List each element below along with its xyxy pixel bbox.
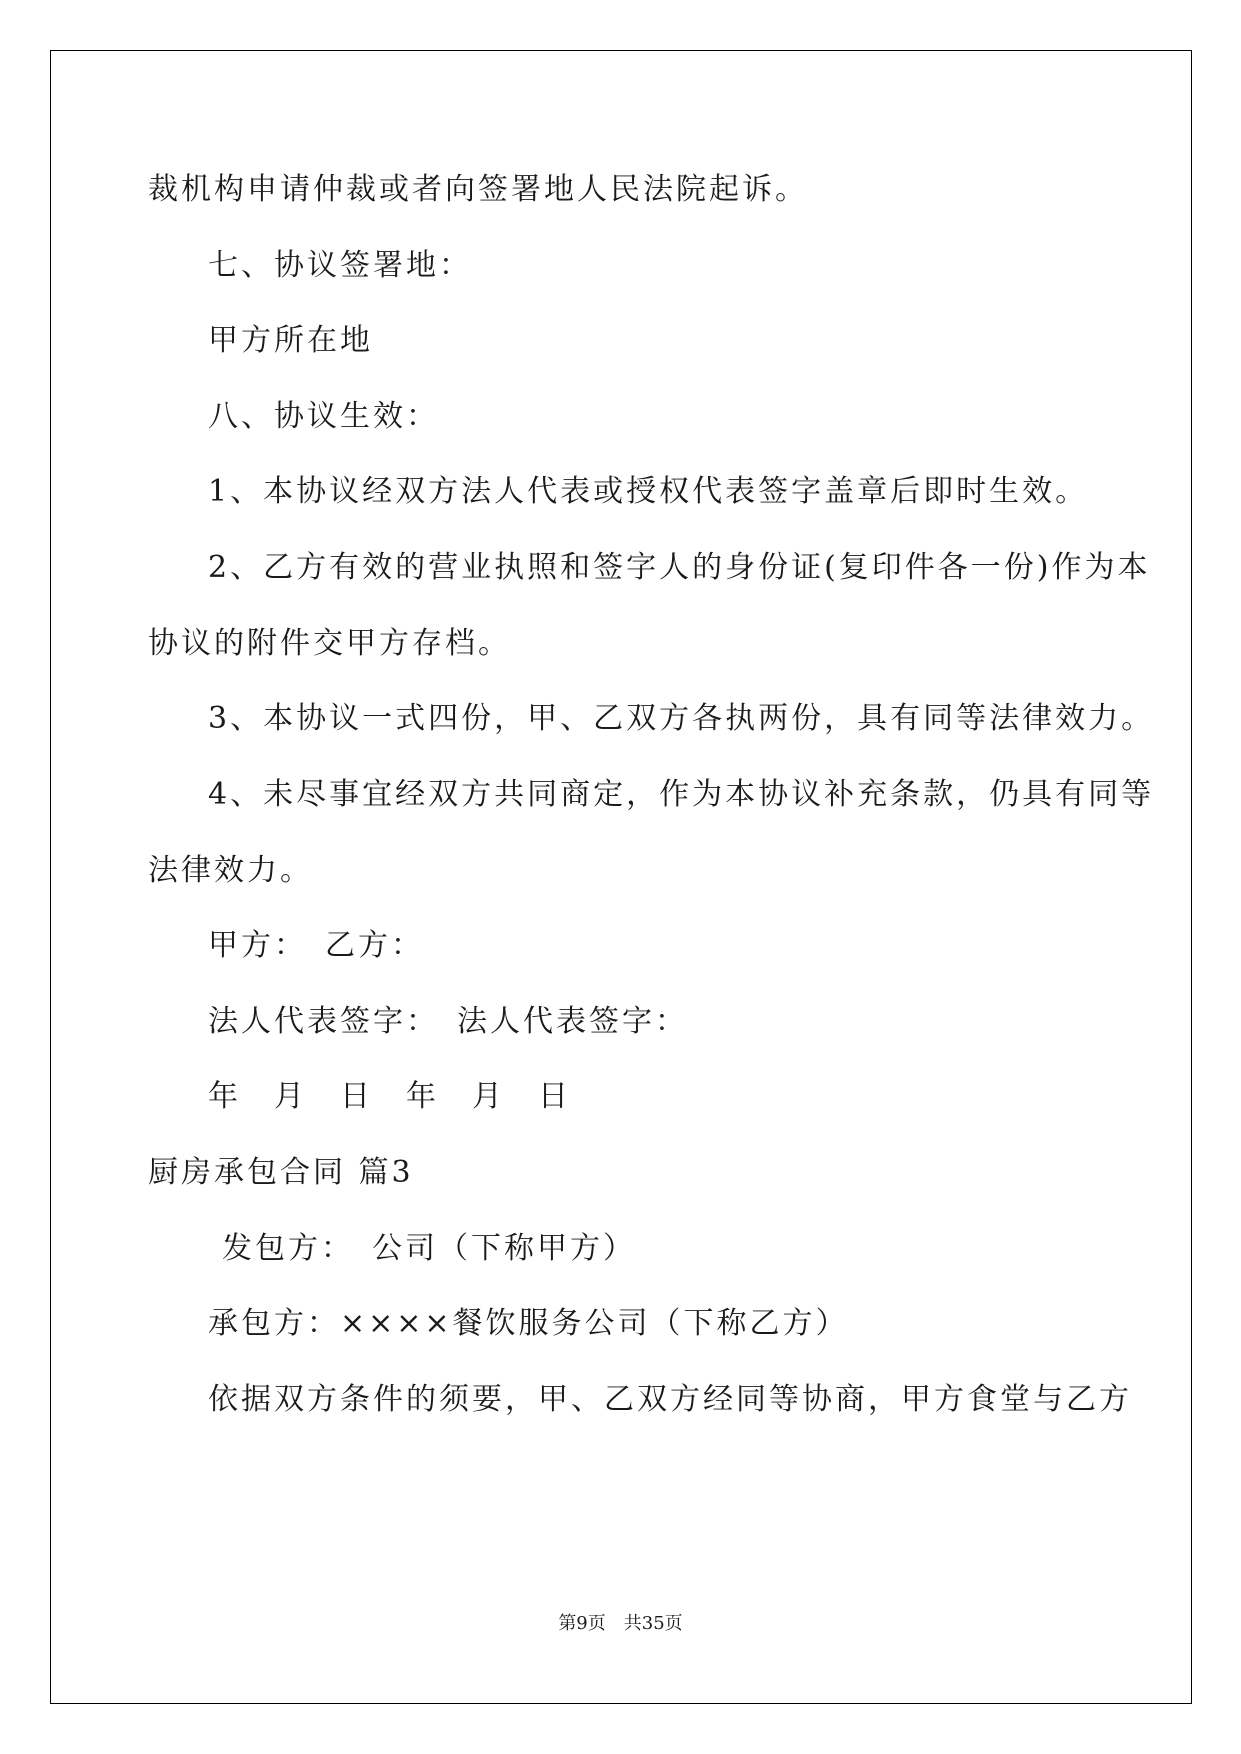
- signature-parties: 甲方： 乙方：: [208, 928, 424, 963]
- text-line: 协议的附件交甲方存档。: [148, 626, 511, 661]
- text-line: 3、本协议一式四份，甲、乙双方各执两份，具有同等法律效力。: [208, 701, 1155, 736]
- section-heading: 七、协议签署地：: [208, 248, 472, 283]
- text-line: 2、乙方有效的营业执照和签字人的身份证(复印件各一份)作为本: [208, 550, 1151, 585]
- contract-title: 厨房承包合同 篇3: [148, 1155, 414, 1190]
- text-line: 依据双方条件的须要，甲、乙双方经同等协商，甲方食堂与乙方: [208, 1382, 1132, 1417]
- text-line: 1、本协议经双方法人代表或授权代表签字盖章后即时生效。: [208, 474, 1089, 509]
- text-line: 承包方：××××餐饮服务公司（下称乙方）: [208, 1306, 849, 1341]
- text-line: 法律效力。: [148, 853, 313, 888]
- page-number: 第9页 共35页: [558, 1613, 683, 1634]
- text-line: 裁机构申请仲裁或者向签署地人民法院起诉。: [148, 172, 808, 207]
- signature-dates: 年 月 日 年 月 日: [208, 1079, 571, 1114]
- text-line: 发包方： 公司（下称甲方）: [222, 1231, 636, 1266]
- text-line: 甲方所在地: [208, 323, 373, 358]
- signature-labels: 法人代表签字： 法人代表签字：: [208, 1004, 688, 1039]
- text-line: 4、未尽事宜经双方共同商定，作为本协议补充条款，仍具有同等: [208, 777, 1155, 812]
- section-heading: 八、协议生效：: [208, 399, 439, 434]
